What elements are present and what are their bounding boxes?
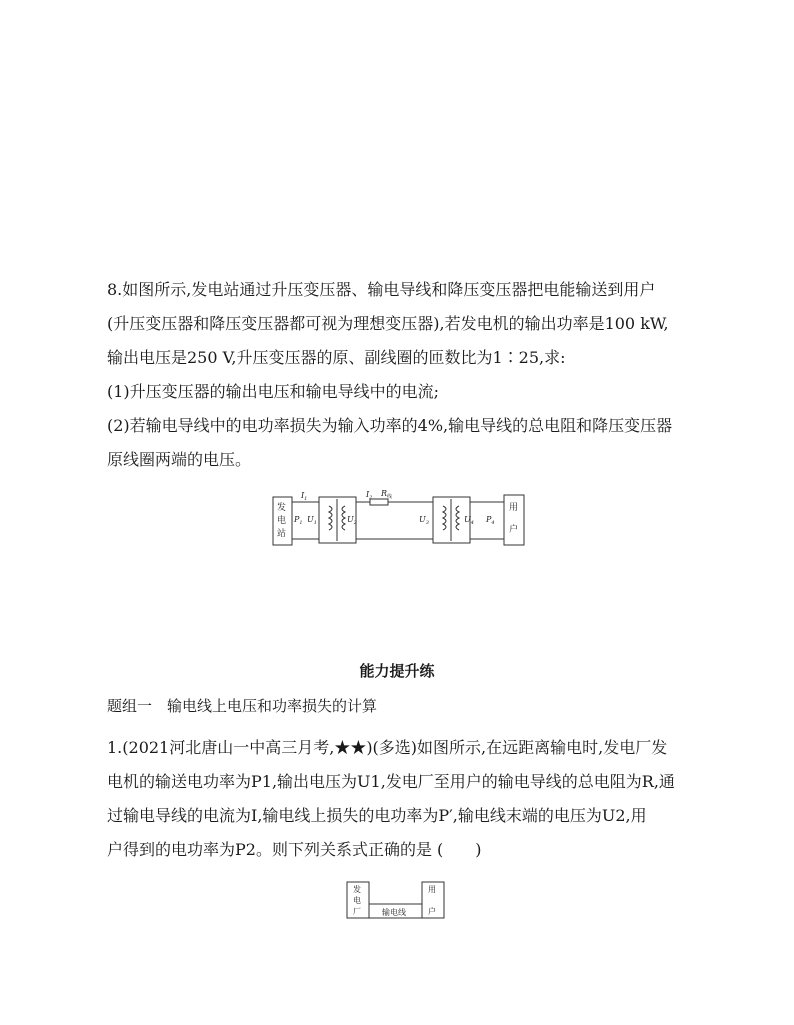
group-title: 题组一 输电线上电压和功率损失的计算 xyxy=(107,697,378,715)
q8-line-2: (升压变压器和降压变压器都可视为理想变压器),若发电机的输出功率是100 kW, xyxy=(107,314,669,333)
q8-line-4: (1)升压变压器的输出电压和输电导线中的电流; xyxy=(107,382,440,401)
line-label: 输电线 xyxy=(382,908,406,917)
label-I2: $I_2$ xyxy=(366,490,373,501)
label-U1: $U_1$ xyxy=(307,515,317,526)
station-label-3: 站 xyxy=(277,529,287,539)
plant-label-2: 电 xyxy=(353,896,361,905)
label-U4: $U_4$ xyxy=(464,515,474,526)
station-label-1: 发 xyxy=(277,503,287,513)
q8-line-5: (2)若输电导线中的电功率损失为输入功率的4%,输电导线的总电阻和降压变压器 xyxy=(107,416,673,435)
user2-label-1: 用 xyxy=(428,885,436,894)
power-line-diagram xyxy=(346,880,446,920)
q8-line-6: 原线圈两端的电压。 xyxy=(107,450,252,469)
question-1-text xyxy=(107,731,697,867)
q1-line-4: 户得到的电功率为P2。则下列关系式正确的是 ( ) xyxy=(107,840,482,859)
q1-line-1: 1.(2021河北唐山一中高三月考,★★)(多选)如图所示,在远距离输电时,发电厂发 xyxy=(107,738,668,757)
question-8-text xyxy=(107,273,697,477)
label-U3: $U_3$ xyxy=(419,515,429,526)
label-P1: $P_1$ xyxy=(294,515,303,526)
user2-label-2: 户 xyxy=(428,907,436,916)
plant-label-1: 发 xyxy=(353,885,361,894)
plant-label-3: 厂 xyxy=(353,907,361,916)
transmission-circuit-diagram xyxy=(272,488,526,550)
user-label-2: 户 xyxy=(509,525,519,535)
label-U2: $U_2$ xyxy=(347,515,357,526)
label-I1: $I_1$ xyxy=(301,491,308,502)
q8-line-3: 输出电压是250 V,升压变压器的原、副线圈的匝数比为1∶25,求: xyxy=(107,348,566,367)
label-R: $R_线$ xyxy=(381,489,393,500)
station-label-2: 电 xyxy=(277,516,287,526)
label-P4: $P_4$ xyxy=(486,515,495,526)
q1-line-3: 过输电导线的电流为I,输电线上损失的电功率为P′,输电线末端的电压为U2,用 xyxy=(107,806,647,825)
q1-line-2: 电机的输送电功率为P1,输出电压为U1,发电厂至用户的输电导线的总电阻为R,通 xyxy=(107,772,675,791)
q8-line-1: 8.如图所示,发电站通过升压变压器、输电导线和降压变压器把电能输送到用户 xyxy=(107,280,656,299)
section-title: 能力提升练 xyxy=(359,662,435,680)
user-label-1: 用 xyxy=(509,503,519,513)
